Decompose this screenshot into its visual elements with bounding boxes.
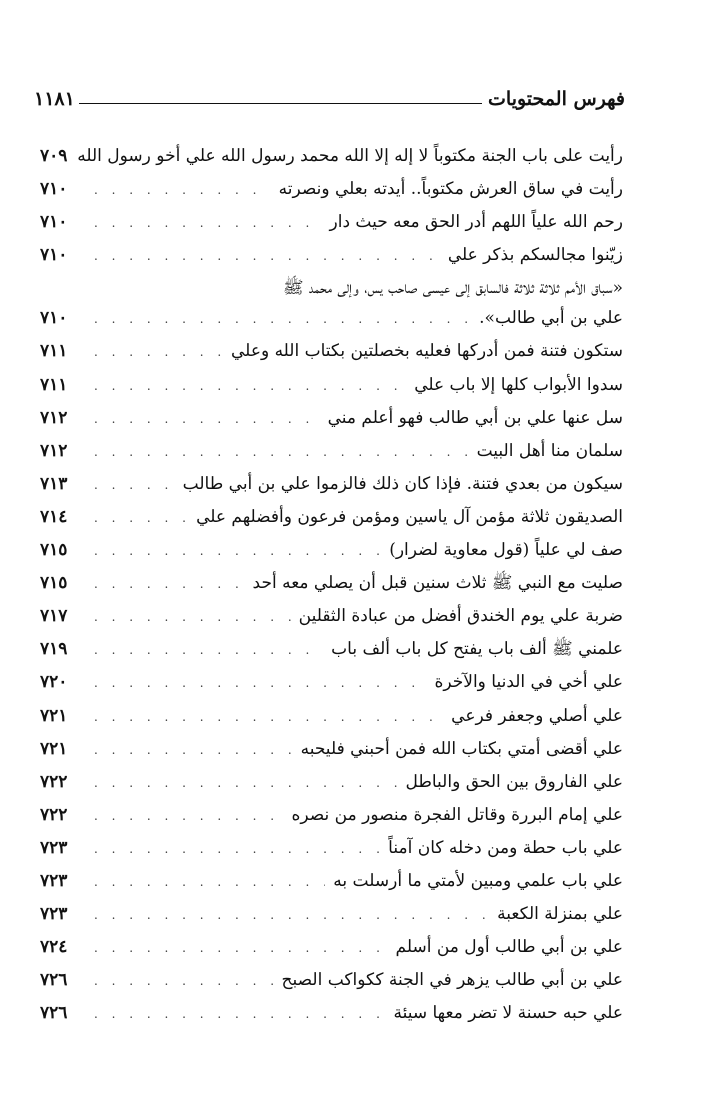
dot-leader [94, 403, 320, 436]
dot-leader [94, 634, 323, 667]
header-title: فهرس المحتويات [488, 88, 625, 110]
entry-page-number: ٧١١ [40, 341, 68, 362]
index-entry [40, 700, 623, 733]
dot-leader [94, 370, 406, 403]
entry-page-number: ٧١٩ [40, 639, 68, 660]
entry-text: علي باب حطة ومن دخله كان آمناً [388, 837, 623, 858]
entry-text: رأيت على باب الجنة مكتوباً لا إله إلا الله محمد رسول الله علي أخو رسول الله [77, 146, 623, 166]
entry-page-number: ٧٢٣ [40, 904, 68, 925]
entry-page-number: ٧٢٢ [40, 804, 68, 825]
dot-leader [94, 932, 388, 965]
entry-text: صف لي علياً (قول معاوية لضرار) [389, 540, 623, 561]
entry-page-number: ٧١١ [40, 374, 68, 395]
entry-text: علي إمام البررة وقاتل الفجرة منصور من نصره [291, 804, 623, 825]
dot-leader [94, 833, 380, 866]
index-entry [40, 173, 623, 206]
dot-leader [94, 469, 175, 502]
entry-text: زيّنوا مجالسكم بذكر علي [447, 245, 623, 266]
index-entry [40, 239, 623, 272]
entry-text: علي بن أبي طالب يزهر في الجنة ككواكب الصبح [281, 970, 623, 991]
dot-leader [94, 899, 489, 932]
dot-leader [94, 965, 274, 998]
entry-page-number: ٧٢٦ [40, 970, 68, 991]
entry-text: علي بن أبي طالب أول من أسلم [395, 937, 623, 958]
index-entry [40, 964, 623, 997]
entry-page-number: ٧٢٢ [40, 771, 68, 792]
entry-page-number: ٧١٠ [40, 308, 68, 329]
entry-text: ضربة علي يوم الخندق أفضل من عبادة الثقلين [298, 606, 623, 627]
dot-leader [94, 998, 385, 1031]
entry-text: علي حبه حسنة لا تضر معها سيئة [393, 1003, 623, 1024]
index-entry [40, 402, 623, 435]
entry-text: علي أخي في الدنيا والآخرة [434, 672, 623, 693]
index-entry [40, 931, 623, 964]
dot-leader [94, 336, 223, 369]
index-entry [40, 206, 623, 239]
index-entry [40, 666, 623, 699]
entry-text: الصديقون ثلاثة مؤمن آل ياسين ومؤمن فرعون وأفضلهم علي [196, 506, 623, 527]
index-entries [40, 140, 623, 1030]
entry-page-number: ٧١٢ [40, 440, 68, 461]
index-entry [40, 302, 623, 335]
dot-leader [94, 535, 381, 568]
dot-leader [94, 601, 291, 634]
entry-text: رأيت في ساق العرش مكتوباً.. أيدته بعلي ونصرته [278, 179, 623, 200]
index-entry [40, 468, 623, 501]
entry-page-number: ٧١٠ [40, 245, 68, 266]
dot-leader [94, 701, 443, 734]
index-entry [40, 799, 623, 832]
entry-text: سلمان منا أهل البيت [476, 440, 623, 461]
entry-page-number: ٧١٥ [40, 540, 68, 561]
entry-page-number: ٧٢١ [40, 705, 68, 726]
entry-page-number: ٧١٢ [40, 407, 68, 428]
index-entry [40, 369, 623, 402]
index-entry [40, 272, 623, 302]
entry-text: رحم الله علياً اللهم أدر الحق معه حيث دار [329, 212, 623, 233]
entry-page-number: ٧٢٣ [40, 870, 68, 891]
header-page-number: ١١٨١ [34, 88, 75, 110]
entry-page-number: ٧١٥ [40, 573, 68, 594]
header-rule [79, 103, 482, 104]
entry-text: علي أقضى أمتي بكتاب الله فمن أحبني فليحبه [300, 738, 623, 759]
entry-text: سل عنها علي بن أبي طالب فهو أعلم مني [327, 407, 623, 428]
entry-text: علي الفاروق بين الحق والباطل [405, 771, 623, 792]
dot-leader [94, 568, 245, 601]
dot-leader [94, 767, 397, 800]
index-entry [40, 832, 623, 865]
index-entry [40, 898, 623, 931]
entry-page-number: ٧١٧ [40, 606, 68, 627]
entry-page-number: ٧١٠ [40, 179, 68, 200]
running-header [34, 80, 625, 110]
entry-text: سدوا الأبواب كلها إلا باب علي [414, 374, 623, 395]
index-entry [40, 335, 623, 368]
entry-text: «سباق الأمم ثلاثة ثلاثة فالسابق إلى عيسى صاحب يس، وإلى محمد ﷺ [282, 278, 623, 299]
dot-leader [94, 734, 293, 767]
dot-leader [94, 207, 322, 240]
index-entry [40, 567, 623, 600]
index-entry [40, 633, 623, 666]
index-entry [40, 501, 623, 534]
entry-page-number: ٧٠٩ [40, 146, 68, 166]
dot-leader [94, 303, 471, 336]
index-entry [40, 766, 623, 799]
entry-text: علمني ﷺ ألف باب يفتح كل باب ألف باب [331, 639, 623, 660]
entry-text: علي باب علمي ومبين لأمتي ما أرسلت به [333, 870, 623, 891]
entry-text: علي أصلي وجعفر فرعي [451, 705, 623, 726]
entry-page-number: ٧٢٦ [40, 1003, 68, 1024]
index-entry [40, 865, 623, 898]
dot-leader [94, 667, 426, 700]
entry-text: علي بن أبي طالب». [479, 308, 623, 329]
dot-leader [94, 436, 469, 469]
entry-page-number: ٧١٤ [40, 506, 68, 527]
entry-text: ستكون فتنة فمن أدركها فعليه بخصلتين بكتاب الله وعلي [231, 341, 623, 362]
entry-page-number: ٧٢٤ [40, 937, 68, 958]
entry-text: صليت مع النبي ﷺ ثلاث سنين قبل أن يصلي معه أحد [252, 573, 623, 594]
index-entry [40, 534, 623, 567]
index-entry [40, 733, 623, 766]
dot-leader [94, 866, 325, 899]
entry-page-number: ٧١٣ [40, 473, 68, 494]
dot-leader [94, 502, 188, 535]
entry-text: سيكون من بعدي فتنة. فإذا كان ذلك فالزموا علي بن أبي طالب [182, 473, 623, 494]
entry-page-number: ٧٢٣ [40, 837, 68, 858]
index-entry [40, 435, 623, 468]
entry-page-number: ٧١٠ [40, 212, 68, 233]
entry-text: علي بمنزلة الكعبة [497, 904, 623, 925]
dot-leader [94, 800, 284, 833]
dot-leader [94, 240, 440, 273]
entry-page-number: ٧٢٠ [40, 672, 68, 693]
index-entry [40, 997, 623, 1030]
index-entry [40, 140, 623, 173]
index-entry [40, 600, 623, 633]
dot-leader [94, 174, 271, 207]
entry-page-number: ٧٢١ [40, 738, 68, 759]
